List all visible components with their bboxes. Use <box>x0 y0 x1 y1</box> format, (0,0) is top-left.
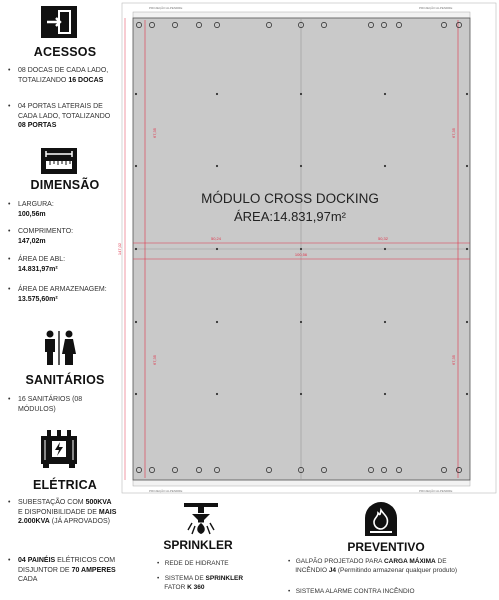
dim-label-half-right-top: 67,35 <box>451 127 456 139</box>
dim-label-total-width: 100,56 <box>294 252 308 257</box>
preventivo-item-carga: • GALPÃO PROJETADO PARA CARGA MÁXIMA DE INCÊNDIO J4 (Permitindo armazenar qualquer produto) <box>288 558 458 574</box>
projection-label-top-right: PROJEÇÃO ALPENDRE <box>419 6 453 10</box>
floor-plan <box>119 0 499 500</box>
projection-label-top-left: PROJEÇÃO ALPENDRE <box>149 6 183 10</box>
restroom-icon <box>0 330 118 366</box>
column-dot <box>216 321 218 323</box>
module-area: ÁREA:14.831,97m² <box>233 209 347 224</box>
dim-label-half-left-top: 67,35 <box>152 127 157 139</box>
acessos-title: ACESSOS <box>33 45 97 59</box>
column-dot <box>300 93 302 95</box>
dim-label-length: 147,02 <box>117 242 122 256</box>
column-dot <box>384 248 386 250</box>
column-dot <box>466 393 468 395</box>
ruler-measure-icon <box>0 148 118 174</box>
column-dot <box>466 248 468 250</box>
projection-strip-top <box>133 12 470 18</box>
column-dot <box>466 93 468 95</box>
preventivo-title: PREVENTIVO <box>347 540 425 554</box>
dim-label-half-width-left: 50,24 <box>210 236 222 241</box>
sidebar: ACESSOS • 08 DOCAS DE CADA LADO, TOTALIZANDO 16 DOCAS • 04 PORTAS LATERAIS DE CADA LADO, TOTALIZANDO 08 PORTAS DIMENSÃO • LARGURA: 100,56m • COMPRIMENTO: 147,02m • ÁREA DE ABL: 14.831,97m² • ÁREA DE ARMAZENAGEM: 13.575,60m² SANITÁRIOS • 16 SANITÁRIOS (08 MÓDULOS) ELÉTRICA • SUBESTAÇÃO COM 500KVA E DISPONIBILIDADE DE MAIS 2.000KVA (JÁ APROVADOS) • 04 PAINÉIS ELÉTRICOS COM DISJUNTOR DE 70 AMPERES CADA <box>0 0 118 600</box>
projection-label-bottom-right: PROJEÇÃO ALPENDRE <box>419 489 453 493</box>
column-dot <box>135 93 137 95</box>
dim-label-half-right-bottom: 67,35 <box>451 354 456 366</box>
column-dot <box>216 93 218 95</box>
projection-strip-bottom <box>133 480 470 486</box>
column-dot <box>384 321 386 323</box>
sprinkler-title: SPRINKLER <box>163 538 233 552</box>
column-dot <box>216 248 218 250</box>
dimensao-title: DIMENSÃO <box>30 178 100 192</box>
column-dot <box>300 248 302 250</box>
module-title: MÓDULO CROSS DOCKING <box>201 191 379 206</box>
dim-label-half-width-right: 50,32 <box>377 236 389 241</box>
sprinkler-icon <box>184 503 218 542</box>
column-dot <box>135 321 137 323</box>
projection-label-bottom-left: PROJEÇÃO ALPENDRE <box>149 489 183 493</box>
column-dot <box>384 393 386 395</box>
door-exit-icon <box>0 6 118 38</box>
column-dot <box>466 165 468 167</box>
column-dot <box>300 393 302 395</box>
column-dot <box>300 165 302 167</box>
sprinkler-item-hidrante: • REDE DE HIDRANTE <box>157 560 229 567</box>
preventivo-item-alarme: • SISTEMA ALARME CONTRA INCÊNDIO <box>288 588 415 595</box>
eletrica-title: ELÉTRICA <box>32 478 98 492</box>
transformer-icon <box>0 430 118 468</box>
column-dot <box>216 165 218 167</box>
column-dot <box>384 93 386 95</box>
sprinkler-item-sistema: • SISTEMA DE SPRINKLER FATOR K 360 <box>157 575 244 591</box>
sanitarios-title: SANITÁRIOS <box>25 373 105 387</box>
column-dot <box>135 248 137 250</box>
column-dot <box>135 165 137 167</box>
dim-label-half-left-bottom: 67,35 <box>152 354 157 366</box>
column-dot <box>300 321 302 323</box>
column-dot <box>384 165 386 167</box>
floor-plan-drawing <box>119 0 499 500</box>
fire-alarm-icon <box>362 500 400 543</box>
column-dot <box>216 393 218 395</box>
column-dot <box>466 321 468 323</box>
column-dot <box>135 393 137 395</box>
